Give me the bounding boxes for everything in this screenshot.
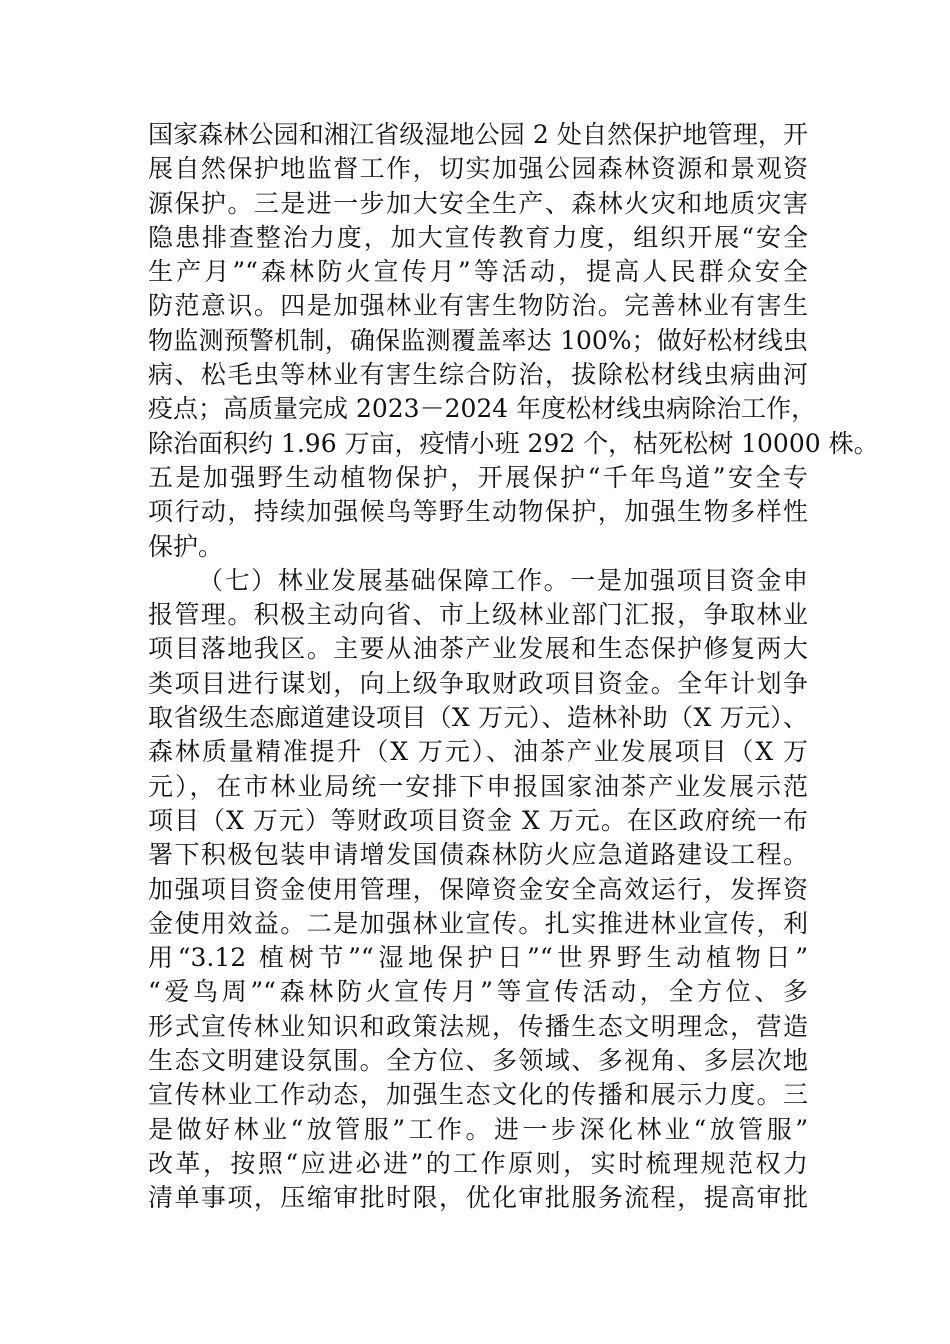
text-line: 宣传林业工作动态，加强生态文化的传播和展示力度。三 (148, 1080, 808, 1110)
text-line: 署下积极包装申请增发国债森林防火应急道路建设工程。 (148, 840, 808, 870)
paragraph-2 (148, 564, 808, 1216)
text-line: 形式宣传林业知识和政策法规，传播生态文明理念，营造 (148, 1011, 808, 1041)
section-heading-line: （七）林业发展基础保障工作。一是加强项目资金申 (198, 565, 808, 595)
text-line: 保护。 (148, 531, 224, 561)
paragraph-1 (148, 118, 879, 564)
text-line: 生产月”“森林防火宣传月”等活动，提高人民群众安全 (148, 257, 808, 287)
text-line: 元），在市林业局统一安排下申报国家油茶产业发展示范 (148, 771, 808, 801)
text-line: 防范意识。四是加强林业有害生物防治。完善林业有害生 (148, 291, 808, 321)
text-line: 森林质量精准提升（X 万元）、油茶产业发展项目（X 万 (148, 737, 808, 767)
text-line: 加强项目资金使用管理，保障资金安全高效运行，发挥资 (148, 874, 808, 904)
text-line: 生态文明建设氛围。全方位、多领域、多视角、多层次地 (148, 1046, 808, 1076)
text-line: 展自然保护地监督工作，切实加强公园森林资源和景观资 (148, 154, 808, 184)
text-line: 用“3.12 植树节”“湿地保护日”“世界野生动植物日” (148, 943, 808, 973)
text-line: 疫点；高质量完成 2023－2024 年度松材线虫病除治工作， (148, 394, 817, 424)
text-line: 五是加强野生动植物保护，开展保护“千年鸟道”安全专 (148, 462, 808, 492)
text-line: 项目落地我区。主要从油茶产业发展和生态保护修复两大 (148, 634, 808, 664)
text-line: 是做好林业“放管服”工作。进一步深化林业“放管服” (148, 1114, 808, 1144)
text-line: “爱鸟周”“森林防火宣传月”等宣传活动，全方位、多 (148, 977, 808, 1007)
text-line: 源保护。三是进一步加大安全生产、森林火灾和地质灾害 (148, 188, 808, 218)
text-line: 项目（X 万元）等财政项目资金 X 万元。在区政府统一布 (148, 805, 808, 835)
document-body (148, 118, 879, 1216)
text-line: 取省级生态廊道建设项目（X 万元）、造林补助（X 万元）、 (148, 703, 808, 733)
text-line: 物监测预警机制，确保监测覆盖率达 100%；做好松材线虫 (148, 325, 808, 355)
text-line: 国家森林公园和湘江省级湿地公园 2 处自然保护地管理，开 (148, 120, 808, 149)
text-line: 金使用效益。二是加强林业宣传。扎实推进林业宣传，利 (148, 908, 808, 938)
text-line: 隐患排查整治力度，加大宣传教育力度，组织开展“安全 (148, 222, 808, 252)
text-line: 项行动，持续加强候鸟等野生动物保护，加强生物多样性 (148, 497, 808, 527)
text-line: 报管理。积极主动向省、市上级林业部门汇报，争取林业 (148, 600, 808, 630)
text-line: 清单事项，压缩审批时限，优化审批服务流程，提高审批 (148, 1183, 808, 1213)
text-line: 改革，按照“应进必进”的工作原则，实时梳理规范权力 (148, 1148, 808, 1178)
text-line: 除治面积约 1.96 万亩，疫情小班 292 个，枯死松树 10000 株。 (148, 428, 879, 458)
text-line: 病、松毛虫等林业有害生综合防治，拔除松材线虫病曲河 (148, 360, 808, 390)
text-line: 类项目进行谋划，向上级争取财政项目资金。全年计划争 (148, 668, 808, 698)
